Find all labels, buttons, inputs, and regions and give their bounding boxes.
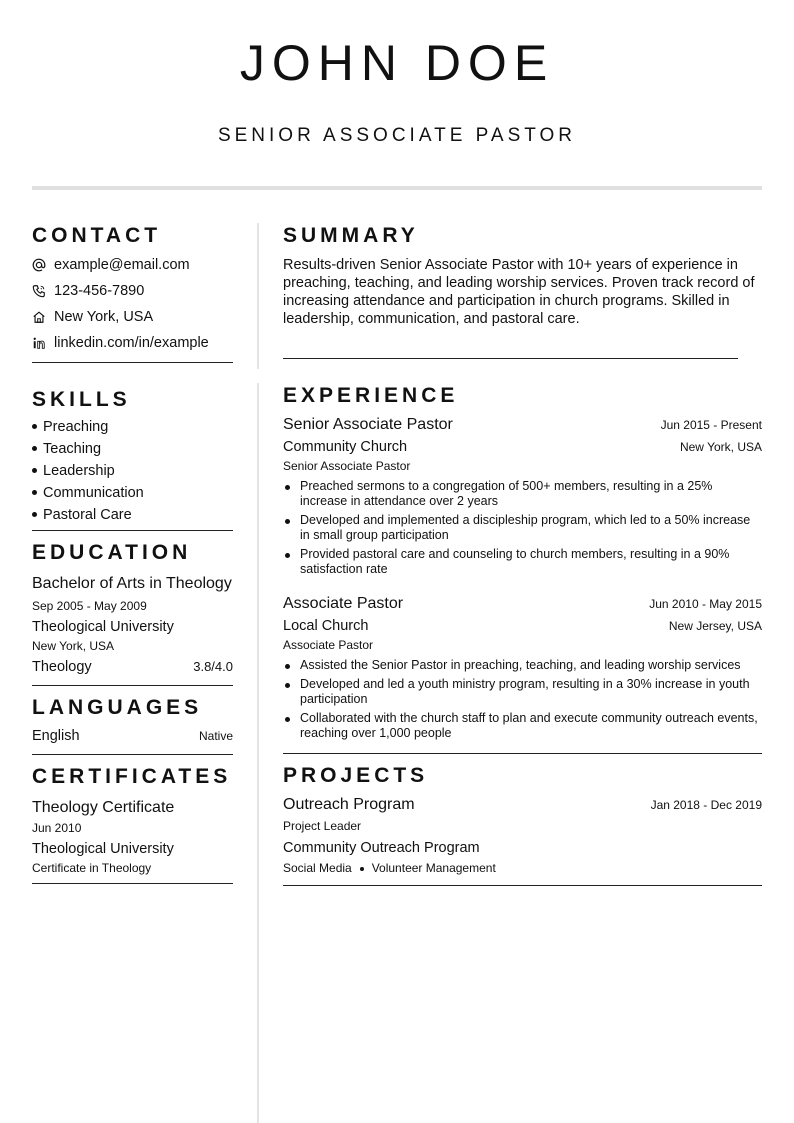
languages-heading: LANGUAGES [32,696,203,719]
left-column [32,222,233,884]
summary-text: Results-driven Senior Associate Pastor with 10+ years of experience in preaching, teaching, and leading worship services. Proven track record of increasing attendance and participation in church programs. Skilled in leadership, communication, and pastoral care. [283,257,755,327]
job-bullet: Developed and implemented a discipleship program, which led to a 50% increase in small group participation [283,513,762,543]
candidate-title: SENIOR ASSOCIATE PASTOR [217,125,577,146]
column-divider [257,223,259,1123]
education-heading: EDUCATION [32,541,192,564]
contact-location-text: New York, USA [54,309,154,325]
job-dates: Jun 2015 - Present [660,418,762,432]
education-location: New York, USA [32,639,115,653]
contact-linkedin [32,330,233,356]
certificates-heading: CERTIFICATES [32,765,232,788]
candidate-name: JOHN DOE [239,35,555,91]
contact-heading: CONTACT [32,224,162,247]
skill-item: Teaching [32,438,233,460]
certificate-detail: Certificate in Theology [32,861,152,875]
certificate-date: Jun 2010 [32,821,82,835]
job-org: Community Church [283,439,408,455]
contact-linkedin-text[interactable]: linkedin.com/in/example [54,335,209,351]
job-role: Senior Associate Pastor [283,459,411,473]
contact-location [32,304,233,330]
experience-heading: EXPERIENCE [283,384,459,407]
job-bullet: Collaborated with the church staff to plan and execute community outreach events, reaching over 1,000 people [283,711,762,741]
job-title: Associate Pastor [283,595,404,612]
skill-item: Leadership [32,460,233,482]
skill-item: Pastoral Care [32,504,233,526]
contact-phone-text[interactable]: 123-456-7890 [54,283,145,299]
education-section [32,539,233,686]
language-name: English [32,728,80,744]
certificate-name: Theology Certificate [32,799,175,816]
project-tag: Volunteer Management [371,861,496,875]
skill-item: Communication [32,482,233,504]
job-org: Local Church [283,618,369,634]
right-column [283,222,762,886]
summary-section [283,222,762,359]
languages-section [32,694,233,755]
contact-email [32,252,233,278]
projects-section [283,762,762,886]
job-bullet: Developed and led a youth ministry program, resulting in a 30% increase in youth participation [283,677,762,707]
experience-section [283,382,762,754]
skills-heading: SKILLS [32,388,131,411]
project-name: Outreach Program [283,796,415,813]
summary-heading: SUMMARY [283,224,419,247]
education-school: Theological University [32,619,174,635]
job-bullet: Assisted the Senior Pastor in preaching, teaching, and leading worship services [283,658,762,673]
education-gpa: 3.8/4.0 [193,659,233,674]
skills-section [32,386,233,531]
linkedin-icon [32,336,54,350]
at-icon [32,258,54,272]
phone-icon [32,284,54,298]
job-location: New York, USA [679,440,762,454]
contact-section [32,222,233,363]
job-title: Senior Associate Pastor [283,416,453,433]
contact-email-text[interactable]: example@email.com [54,257,190,273]
education-degree: Bachelor of Arts in Theology [32,575,232,592]
education-dates: Sep 2005 - May 2009 [32,599,147,613]
certificates-section [32,763,233,884]
skill-item: Preaching [32,416,233,438]
projects-heading: PROJECTS [283,764,429,787]
language-level: Native [198,729,233,743]
contact-phone [32,278,233,304]
job-entry [283,414,762,577]
job-bullet: Preached sermons to a congregation of 500+ members, resulting in a 25% increase in attendance over 2 years [283,479,762,509]
project-tag: Social Media [283,861,352,875]
project-dates: Jan 2018 - Dec 2019 [650,798,762,812]
education-field: Theology [32,659,92,675]
project-tags [283,859,762,877]
job-location: New Jersey, USA [668,619,762,633]
project-subtitle: Community Outreach Program [283,840,480,856]
certificate-issuer: Theological University [32,841,174,857]
home-icon [32,310,54,324]
header-divider [32,186,762,190]
job-role: Associate Pastor [283,638,374,652]
job-entry [283,593,762,741]
job-bullet: Provided pastoral care and counseling to church members, resulting in a 90% satisfaction rate [283,547,762,577]
job-dates: Jun 2010 - May 2015 [649,597,762,611]
project-role: Project Leader [283,819,362,833]
